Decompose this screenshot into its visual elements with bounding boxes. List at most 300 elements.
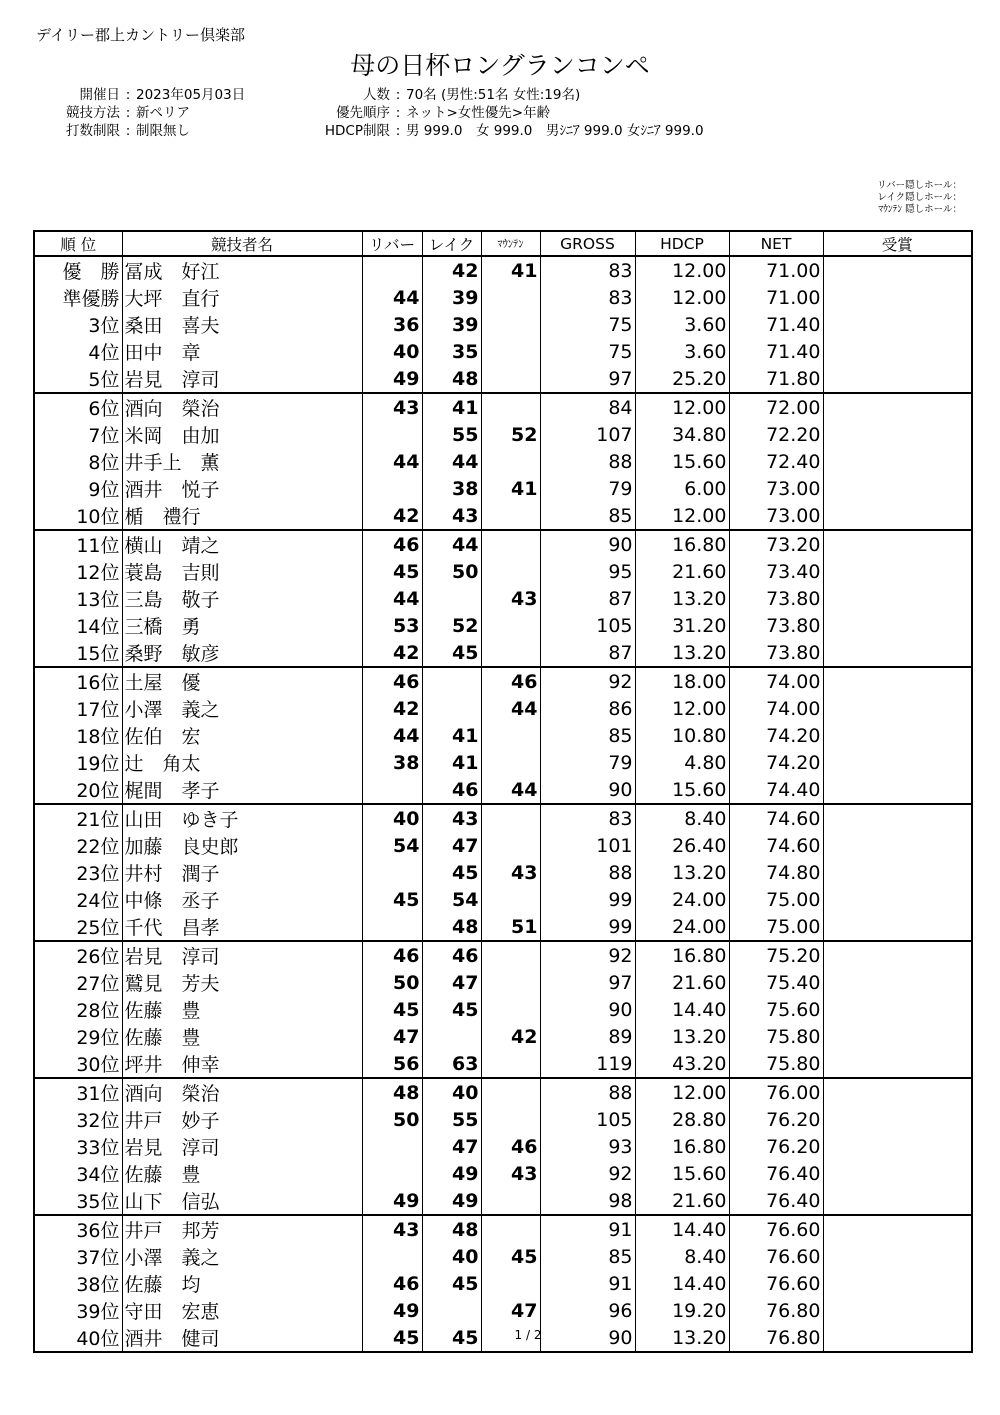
info-row-limit: 打数制限 : 制限無し [44, 122, 245, 140]
cell-mountain [481, 1078, 540, 1106]
cell-net: 71.80 [729, 365, 823, 393]
cell-hdcp: 21.60 [635, 558, 729, 585]
table-row [34, 639, 972, 667]
cell-net: 74.20 [729, 722, 823, 749]
cell-rank: 優 勝 [34, 256, 122, 284]
cell-rank: 7位 [34, 421, 122, 448]
cell-lake: 63 [422, 1050, 481, 1078]
table-row [34, 804, 972, 832]
cell-name: 楯 禮行 [122, 502, 362, 530]
table-row [34, 1133, 972, 1160]
cell-name: 酒井 悦子 [122, 475, 362, 502]
results-table [33, 230, 973, 1353]
cell-name: 佐藤 豊 [122, 1160, 362, 1187]
cell-hdcp: 15.60 [635, 776, 729, 804]
cell-name: 横山 靖之 [122, 530, 362, 558]
cell-net: 74.00 [729, 667, 823, 695]
cell-name: 佐藤 豊 [122, 996, 362, 1023]
cell-name: 桑田 喜夫 [122, 311, 362, 338]
cell-award [823, 585, 972, 612]
cell-rank: 33位 [34, 1133, 122, 1160]
cell-river: 42 [362, 502, 422, 530]
cell-name: 鷲見 芳夫 [122, 969, 362, 996]
cell-mountain [481, 338, 540, 365]
cell-river: 44 [362, 448, 422, 475]
cell-river: 40 [362, 338, 422, 365]
cell-lake: 47 [422, 832, 481, 859]
cell-net: 72.40 [729, 448, 823, 475]
cell-lake: 40 [422, 1243, 481, 1270]
cell-lake: 38 [422, 475, 481, 502]
cell-river: 54 [362, 832, 422, 859]
table-row [34, 1078, 972, 1106]
info-value: 70名 (男性:51名 女性:19名) [406, 87, 581, 103]
cell-net: 73.00 [729, 475, 823, 502]
cell-name: 佐藤 均 [122, 1270, 362, 1297]
col-gross-header: GROSS [540, 231, 635, 256]
table-row [34, 475, 972, 502]
col-lake-header: レイク [422, 231, 481, 256]
cell-name: 土屋 優 [122, 667, 362, 695]
cell-river: 46 [362, 1270, 422, 1297]
cell-award [823, 941, 972, 969]
cell-award [823, 1215, 972, 1243]
cell-gross: 85 [540, 722, 635, 749]
cell-net: 74.80 [729, 859, 823, 886]
cell-rank: 32位 [34, 1106, 122, 1133]
cell-hdcp: 15.60 [635, 1160, 729, 1187]
cell-name: 井村 潤子 [122, 859, 362, 886]
cell-name: 千代 昌孝 [122, 913, 362, 941]
cell-net: 75.80 [729, 1023, 823, 1050]
cell-rank: 26位 [34, 941, 122, 969]
cell-name: 辻 角太 [122, 749, 362, 776]
cell-lake: 46 [422, 776, 481, 804]
cell-river [362, 475, 422, 502]
cell-lake [422, 667, 481, 695]
cell-hdcp: 16.80 [635, 530, 729, 558]
cell-hdcp: 16.80 [635, 1133, 729, 1160]
cell-lake: 45 [422, 1270, 481, 1297]
cell-hdcp: 14.40 [635, 996, 729, 1023]
table-row [34, 530, 972, 558]
cell-hdcp: 12.00 [635, 502, 729, 530]
cell-river [362, 421, 422, 448]
info-value: 2023年05月03日 [136, 87, 246, 103]
cell-name: 井戸 邦芳 [122, 1215, 362, 1243]
cell-mountain [481, 1215, 540, 1243]
cell-river: 48 [362, 1078, 422, 1106]
cell-net: 73.80 [729, 639, 823, 667]
table-row [34, 996, 972, 1023]
cell-gross: 97 [540, 365, 635, 393]
cell-mountain: 41 [481, 475, 540, 502]
cell-name: 佐伯 宏 [122, 722, 362, 749]
cell-award [823, 695, 972, 722]
cell-award [823, 338, 972, 365]
club-name: デイリー郡上カントリー倶楽部 [36, 26, 245, 44]
cell-hdcp: 12.00 [635, 393, 729, 421]
event-info-left [44, 86, 245, 140]
cell-gross: 88 [540, 1078, 635, 1106]
cell-lake: 45 [422, 639, 481, 667]
cell-mountain: 51 [481, 913, 540, 941]
cell-mountain [481, 749, 540, 776]
cell-award [823, 1023, 972, 1050]
cell-net: 74.60 [729, 832, 823, 859]
cell-lake: 48 [422, 913, 481, 941]
cell-river [362, 256, 422, 284]
cell-rank: 34位 [34, 1160, 122, 1187]
cell-mountain [481, 365, 540, 393]
cell-hdcp: 21.60 [635, 969, 729, 996]
cell-name: 山田 ゆき子 [122, 804, 362, 832]
table-row [34, 338, 972, 365]
cell-gross: 87 [540, 639, 635, 667]
cell-mountain [481, 832, 540, 859]
cell-hdcp: 15.60 [635, 448, 729, 475]
cell-gross: 92 [540, 941, 635, 969]
cell-rank: 30位 [34, 1050, 122, 1078]
cell-lake: 45 [422, 1324, 481, 1352]
cell-net: 75.00 [729, 913, 823, 941]
cell-hdcp: 6.00 [635, 475, 729, 502]
cell-river [362, 1160, 422, 1187]
info-row-priority: 優先順序 : ネット>女性優先>年齢 [300, 104, 790, 122]
info-key: HDCP制限 [324, 123, 390, 139]
cell-name: 岩見 淳司 [122, 365, 362, 393]
cell-rank: 19位 [34, 749, 122, 776]
cell-river: 53 [362, 612, 422, 639]
cell-hdcp: 14.40 [635, 1270, 729, 1297]
cell-river: 44 [362, 284, 422, 311]
cell-river: 50 [362, 969, 422, 996]
cell-mountain [481, 804, 540, 832]
cell-hdcp: 24.00 [635, 913, 729, 941]
cell-river: 42 [362, 639, 422, 667]
cell-rank: 21位 [34, 804, 122, 832]
cell-river: 49 [362, 1297, 422, 1324]
cell-hdcp: 3.60 [635, 311, 729, 338]
cell-rank: 16位 [34, 667, 122, 695]
info-key: 開催日 [79, 87, 120, 103]
cell-net: 71.00 [729, 284, 823, 311]
cell-net: 72.00 [729, 393, 823, 421]
cell-name: 岩見 淳司 [122, 1133, 362, 1160]
cell-river: 45 [362, 558, 422, 585]
table-row [34, 1215, 972, 1243]
cell-gross: 119 [540, 1050, 635, 1078]
hidden-hole-mountain: ﾏｳﾝﾃﾝ 隠しホール： [878, 204, 962, 215]
cell-name: 岩見 淳司 [122, 941, 362, 969]
table-row [34, 1050, 972, 1078]
cell-award [823, 859, 972, 886]
cell-net: 76.80 [729, 1297, 823, 1324]
cell-hdcp: 12.00 [635, 1078, 729, 1106]
table-row [34, 1160, 972, 1187]
cell-name: 酒向 榮治 [122, 1078, 362, 1106]
cell-award [823, 1078, 972, 1106]
cell-mountain [481, 558, 540, 585]
cell-award [823, 969, 972, 996]
cell-lake: 44 [422, 530, 481, 558]
cell-river: 40 [362, 804, 422, 832]
cell-gross: 92 [540, 1160, 635, 1187]
cell-award [823, 612, 972, 639]
page-number: 1 / 2 [514, 1328, 542, 1342]
cell-river: 47 [362, 1023, 422, 1050]
cell-lake: 45 [422, 996, 481, 1023]
cell-award [823, 421, 972, 448]
cell-award [823, 749, 972, 776]
cell-award [823, 1050, 972, 1078]
cell-net: 75.00 [729, 886, 823, 913]
table-row [34, 941, 972, 969]
cell-mountain: 44 [481, 695, 540, 722]
table-row [34, 256, 972, 284]
cell-hdcp: 34.80 [635, 421, 729, 448]
table-row [34, 311, 972, 338]
cell-lake: 39 [422, 311, 481, 338]
cell-gross: 105 [540, 612, 635, 639]
cell-net: 72.20 [729, 421, 823, 448]
info-key: 人数 [363, 87, 390, 103]
cell-rank: 29位 [34, 1023, 122, 1050]
cell-lake: 46 [422, 941, 481, 969]
cell-hdcp: 21.60 [635, 1187, 729, 1215]
cell-rank: 38位 [34, 1270, 122, 1297]
hidden-hole-lake: レイク隠しホール： [877, 192, 962, 203]
cell-lake: 52 [422, 612, 481, 639]
cell-gross: 83 [540, 284, 635, 311]
cell-mountain [481, 1106, 540, 1133]
cell-mountain: 42 [481, 1023, 540, 1050]
cell-name: 三島 敬子 [122, 585, 362, 612]
table-row [34, 421, 972, 448]
cell-rank: 10位 [34, 502, 122, 530]
cell-mountain [481, 448, 540, 475]
cell-mountain [481, 1187, 540, 1215]
cell-rank: 6位 [34, 393, 122, 421]
cell-river: 46 [362, 941, 422, 969]
table-row [34, 612, 972, 639]
cell-mountain [481, 996, 540, 1023]
cell-mountain: 41 [481, 256, 540, 284]
cell-hdcp: 8.40 [635, 804, 729, 832]
cell-rank: 31位 [34, 1078, 122, 1106]
cell-lake: 40 [422, 1078, 481, 1106]
cell-net: 76.80 [729, 1324, 823, 1352]
cell-gross: 90 [540, 776, 635, 804]
cell-award [823, 776, 972, 804]
cell-rank: 24位 [34, 886, 122, 913]
cell-mountain [481, 969, 540, 996]
cell-name: 中條 丞子 [122, 886, 362, 913]
cell-river: 45 [362, 886, 422, 913]
table-row [34, 1106, 972, 1133]
cell-name: 井戸 妙子 [122, 1106, 362, 1133]
cell-net: 73.00 [729, 502, 823, 530]
table-row [34, 1270, 972, 1297]
cell-name: 山下 信弘 [122, 1187, 362, 1215]
cell-mountain: 44 [481, 776, 540, 804]
cell-hdcp: 43.20 [635, 1050, 729, 1078]
cell-name: 井手上 薫 [122, 448, 362, 475]
cell-name: 桑野 敏彦 [122, 639, 362, 667]
info-value: 男 999.0 女 999.0 男ｼﾆｱ 999.0 女ｼﾆｱ 999.0 [406, 123, 704, 139]
cell-gross: 98 [540, 1187, 635, 1215]
page-title: 母の日杯ロングランコンペ [350, 51, 650, 80]
cell-mountain: 43 [481, 859, 540, 886]
table-row [34, 558, 972, 585]
cell-river: 44 [362, 585, 422, 612]
cell-lake [422, 1297, 481, 1324]
cell-net: 71.40 [729, 311, 823, 338]
col-net-header: NET [729, 231, 823, 256]
cell-lake [422, 695, 481, 722]
cell-rank: 13位 [34, 585, 122, 612]
cell-award [823, 311, 972, 338]
cell-name: 坪井 伸幸 [122, 1050, 362, 1078]
cell-mountain [481, 1270, 540, 1297]
cell-mountain: 43 [481, 585, 540, 612]
col-hdcp-header: HDCP [635, 231, 729, 256]
table-row [34, 365, 972, 393]
table-row [34, 393, 972, 421]
info-key: 競技方法 [66, 105, 120, 121]
cell-gross: 97 [540, 969, 635, 996]
cell-lake: 43 [422, 502, 481, 530]
cell-award [823, 365, 972, 393]
info-row-date: 開催日 : 2023年05月03日 [44, 86, 245, 104]
cell-award [823, 1106, 972, 1133]
cell-net: 76.60 [729, 1270, 823, 1297]
cell-rank: 37位 [34, 1243, 122, 1270]
cell-award [823, 1160, 972, 1187]
cell-gross: 96 [540, 1297, 635, 1324]
cell-name: 米岡 由加 [122, 421, 362, 448]
cell-name: 小澤 義之 [122, 1243, 362, 1270]
cell-river: 49 [362, 1187, 422, 1215]
cell-award [823, 1270, 972, 1297]
cell-award [823, 667, 972, 695]
cell-river: 46 [362, 667, 422, 695]
col-award-header: 受賞 [823, 231, 972, 256]
cell-rank: 22位 [34, 832, 122, 859]
cell-river: 42 [362, 695, 422, 722]
cell-award [823, 448, 972, 475]
cell-award [823, 832, 972, 859]
cell-gross: 92 [540, 667, 635, 695]
cell-gross: 88 [540, 859, 635, 886]
cell-gross: 79 [540, 749, 635, 776]
cell-net: 73.20 [729, 530, 823, 558]
cell-river [362, 859, 422, 886]
cell-gross: 75 [540, 311, 635, 338]
info-value: 新ペリア [136, 105, 190, 121]
cell-river [362, 1133, 422, 1160]
cell-rank: 15位 [34, 639, 122, 667]
cell-net: 71.40 [729, 338, 823, 365]
cell-name: 酒井 健司 [122, 1324, 362, 1352]
cell-hdcp: 31.20 [635, 612, 729, 639]
cell-lake: 54 [422, 886, 481, 913]
cell-award [823, 502, 972, 530]
cell-award [823, 284, 972, 311]
cell-award [823, 996, 972, 1023]
cell-net: 74.40 [729, 776, 823, 804]
cell-name: 蓑島 吉則 [122, 558, 362, 585]
cell-hdcp: 14.40 [635, 1215, 729, 1243]
cell-hdcp: 26.40 [635, 832, 729, 859]
cell-rank: 準優勝 [34, 284, 122, 311]
cell-gross: 85 [540, 502, 635, 530]
cell-mountain [481, 502, 540, 530]
cell-mountain [481, 722, 540, 749]
table-row [34, 1187, 972, 1215]
cell-hdcp: 24.00 [635, 886, 729, 913]
cell-rank: 35位 [34, 1187, 122, 1215]
table-row [34, 585, 972, 612]
cell-mountain [481, 886, 540, 913]
cell-river [362, 776, 422, 804]
cell-lake: 55 [422, 421, 481, 448]
cell-hdcp: 16.80 [635, 941, 729, 969]
cell-gross: 93 [540, 1133, 635, 1160]
cell-net: 74.60 [729, 804, 823, 832]
cell-river: 43 [362, 393, 422, 421]
cell-gross: 84 [540, 393, 635, 421]
cell-gross: 85 [540, 1243, 635, 1270]
cell-lake [422, 585, 481, 612]
cell-name: 大坪 直行 [122, 284, 362, 311]
cell-lake: 41 [422, 749, 481, 776]
cell-mountain [481, 941, 540, 969]
cell-hdcp: 28.80 [635, 1106, 729, 1133]
cell-award [823, 886, 972, 913]
table-row [34, 1243, 972, 1270]
hidden-hole-river: リバー隠しホール： [876, 180, 962, 191]
cell-river: 45 [362, 1324, 422, 1352]
cell-rank: 18位 [34, 722, 122, 749]
cell-mountain [481, 639, 540, 667]
table-row [34, 913, 972, 941]
cell-name: 田中 章 [122, 338, 362, 365]
cell-net: 73.40 [729, 558, 823, 585]
cell-river: 46 [362, 530, 422, 558]
cell-net: 75.80 [729, 1050, 823, 1078]
cell-award [823, 1187, 972, 1215]
cell-mountain: 43 [481, 1160, 540, 1187]
info-row-hdcp-limit: HDCP制限 : 男 999.0 女 999.0 男ｼﾆｱ 999.0 女ｼﾆｱ 999.0 [300, 122, 790, 140]
cell-mountain: 46 [481, 1133, 540, 1160]
cell-mountain [481, 530, 540, 558]
cell-rank: 27位 [34, 969, 122, 996]
cell-rank: 20位 [34, 776, 122, 804]
table-row [34, 1297, 972, 1324]
cell-lake: 49 [422, 1187, 481, 1215]
cell-net: 76.60 [729, 1243, 823, 1270]
table-row [34, 722, 972, 749]
cell-gross: 87 [540, 585, 635, 612]
cell-river: 49 [362, 365, 422, 393]
cell-lake: 44 [422, 448, 481, 475]
cell-gross: 105 [540, 1106, 635, 1133]
cell-mountain [481, 393, 540, 421]
cell-rank: 39位 [34, 1297, 122, 1324]
cell-river: 45 [362, 996, 422, 1023]
cell-lake: 48 [422, 1215, 481, 1243]
